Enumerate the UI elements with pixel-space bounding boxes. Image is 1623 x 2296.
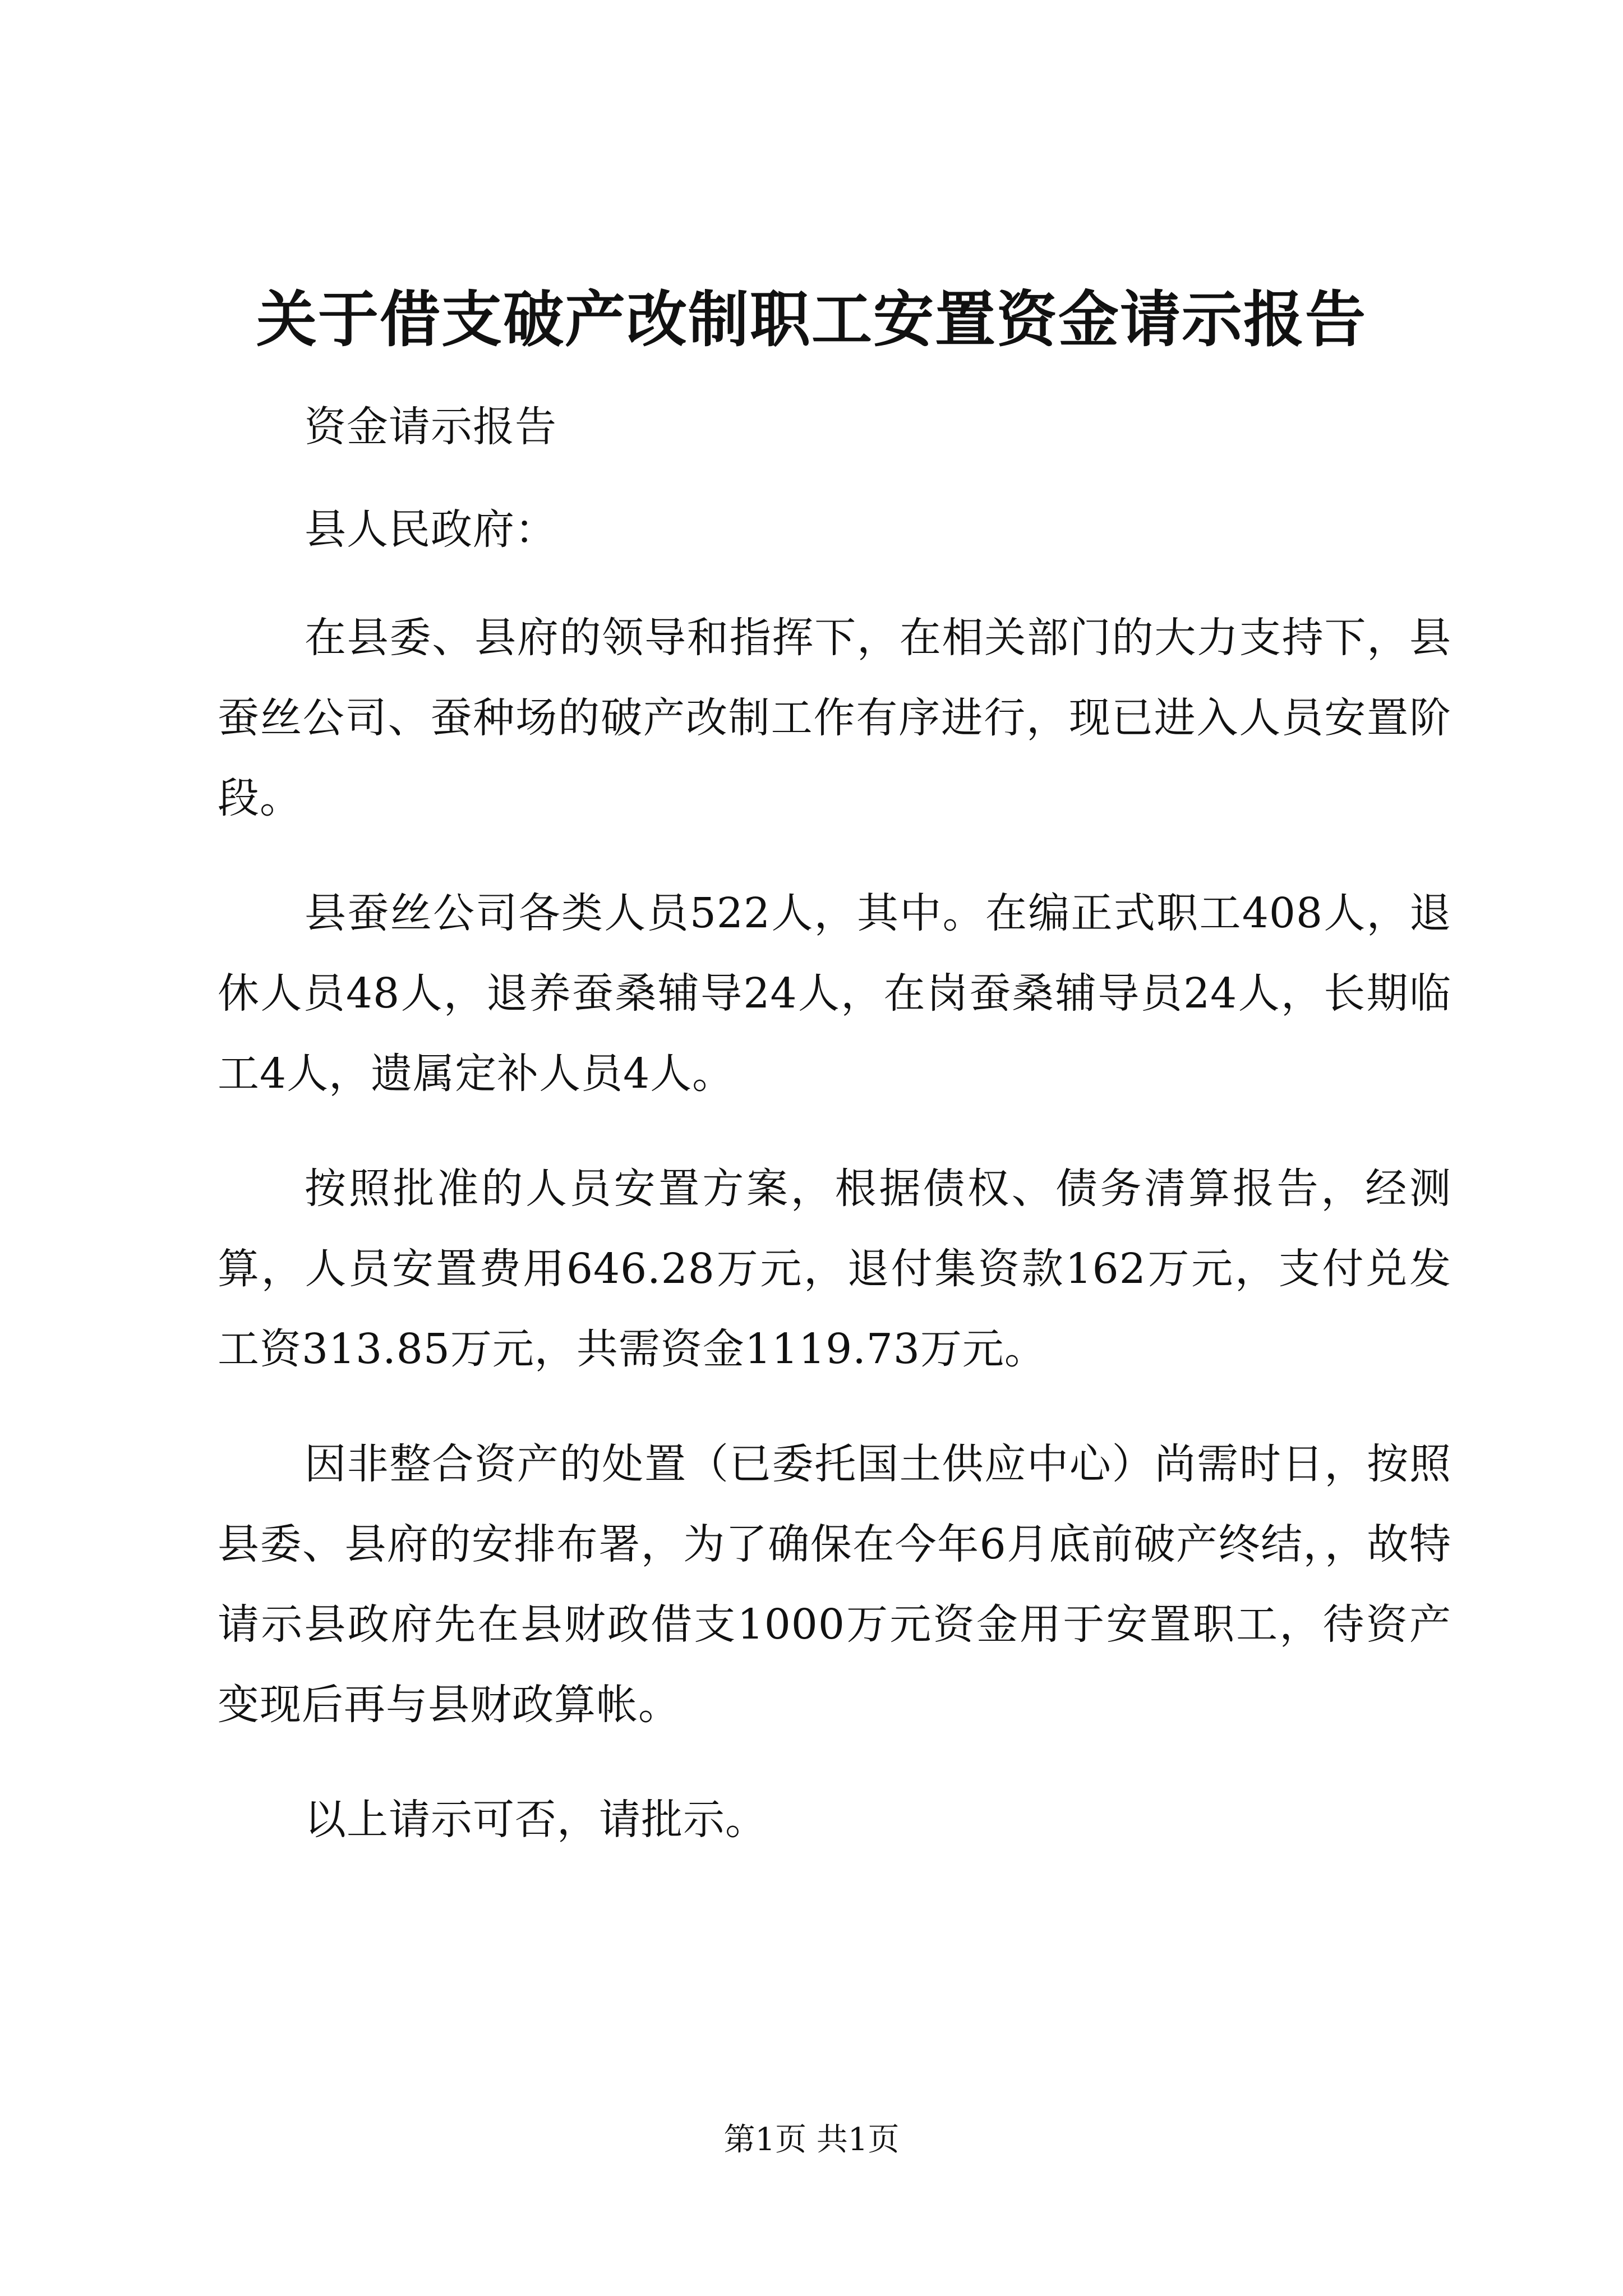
paragraph-closing: 以上请示可否，请批示。	[305, 1796, 767, 1844]
paragraph-staff-count: 县蚕丝公司各类人员522人，其中。在编正式职工408人，退休人员48人，退养蚕桑辅导24人，在岗蚕桑辅导员24人，长期临工4人，遗属定补人员4人。	[218, 889, 1451, 1098]
paragraph-subtitle: 资金请示报告	[305, 403, 557, 451]
paragraph-funding-estimate: 按照批准的人员安置方案，根据债权、债务清算报告，经测算，人员安置费用646.28万元，退付集资款162万元，支付兑发工资313.85万元，共需资金1119.73万元。	[218, 1165, 1451, 1373]
paragraph-background: 在县委、县府的领导和指挥下，在相关部门的大力支持下，县蚕丝公司、蚕种场的破产改制工作有序进行，现已进入人员安置阶段。	[218, 614, 1451, 822]
document-body	[218, 387, 1451, 1895]
document-title: 关于借支破产改制职工安置资金请示报告	[256, 284, 1367, 355]
page-number-footer: 第1页 共1页	[723, 2122, 900, 2158]
paragraph-loan-request: 因非整合资产的处置（已委托国土供应中心）尚需时日，按照县委、县府的安排布署，为了确保在今年6月底前破产终结，，故特请示县政府先在县财政借支1000万元资金用于安置职工，待资产变现后再与县财政算帐。	[218, 1440, 1451, 1729]
paragraph-addressee: 县人民政府：	[305, 505, 557, 554]
